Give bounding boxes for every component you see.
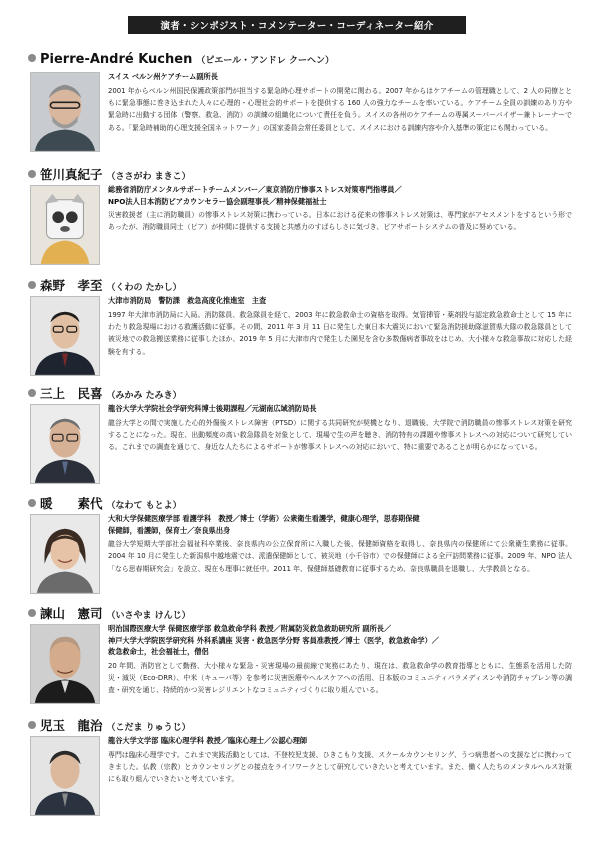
speaker-photo [30, 736, 100, 816]
speaker-affiliation: 龍谷大学大学院社会学研究科博士後期課程／元湖南広域消防局長 [108, 404, 317, 413]
speaker-bio: 2001 年からベルン州国民保護政策部門が担当する緊急時心理サポートの開発に関わる。2007 年からはケアチームの管理職として、2 人の同僚とともに緊急事態に巻き込まれた人々に心理的・心理社会的サポートを提供する 160 人の強力なチームを率いている。ケアチーム全員の訓練のあり方や緊急時に出動する団体（警察、救急、消防）の訓練の組織化について責任を負う。スイスの各州のケアチームの専属スーパーバイザー兼トレーナーである。「緊急時補助的心理支援全国ネットワーク」の国家委員会常任委員として、スイスにおける訓練内容や介入基準の策定にも関わっている。 [108, 86, 572, 132]
speaker-affiliation: 神戸大学大学院医学研究科 外科系講座 災害・救急医学分野 客員准教授／博士（医学，救急救命学）／ [108, 635, 439, 645]
speaker-name: 森野 孝至 [40, 278, 103, 293]
bullet-icon [28, 54, 36, 62]
speaker-affiliation: 総務省消防庁メンタルサポートチームメンバー／東京消防庁惨事ストレス対策専門指導員／ [108, 185, 402, 194]
bullet-icon [28, 609, 36, 617]
speaker-name-row [28, 276, 573, 292]
speaker-bio: 専門は臨床心理学です。これまで実践活動としては、不登校児支援、ひきこもり支援、スクールカウンセリング、うつ病患者への支援などに携わってきました。仏教（宗教）とカウンセリングとの接点をライフワークとして研究していきたいと考えています。また、働く人たちのメンタルヘルス対策にも取り組んでいきたいと考えています。 [108, 750, 572, 784]
bullet-icon [28, 170, 36, 178]
section-header-title: 演者・シンポジスト・コメンテーター・コーディネーター紹介 [160, 21, 434, 32]
speaker-name: 児玉 龍治 [40, 718, 103, 733]
speaker-name-reading: （なわて もとよ） [106, 501, 182, 511]
speaker-photo [30, 404, 100, 484]
speaker-name-row [28, 165, 573, 181]
speaker-affiliation: 大和大学保健医療学部 看護学科 教授／博士（学術）公衆衛生看護学，健康心理学，思春期保健 [108, 514, 420, 523]
speaker-affiliation: 大津市消防局 警防課 救急高度化推進室 主査 [108, 296, 267, 305]
speaker-bio: 1997 年大津市消防局に入局。消防隊員、救急隊員を経て、2003 年に救急救命士の資格を取得。気管挿管・薬剤投与認定救急救命士として 15 年にわたり救急現場における救護活動に従事。その間、2011 年 3 月 11 日に発生した東日本大震災において緊急消防援助隊滋賀県大隊の救急隊員として被災地での救急搬送業務に従事したほか、2019 年 5 月に大津市内で発生した園児を含む多数傷病者事故をはじめ、大小様々な救急事故に対応した経験を有する。 [108, 310, 572, 356]
speaker-affiliation: 明治国際医療大学 保健医療学部 救急救命学科 教授／附属防災救急救助研究所 副所長／ [108, 624, 392, 633]
speaker-name: 三上 民喜 [40, 386, 103, 401]
speaker-name-reading: （いさやま けんじ） [106, 611, 191, 621]
speaker-profile-nawate [28, 494, 573, 573]
speaker-details [108, 513, 572, 575]
speaker-details [108, 623, 572, 697]
speaker-name-reading: （ピエール・アンドレ クーヘン） [196, 56, 334, 66]
speaker-name-reading: （くわの たかし） [106, 283, 182, 293]
speaker-name-row [28, 716, 573, 732]
speaker-profile-sasagawa [28, 165, 573, 232]
speaker-profile-mikami [28, 384, 573, 452]
speaker-bio: 龍谷大学短期大学部社会福祉科卒業後、奈良県内の公立保育所に入職した後、保健師資格を取得し、奈良県内の保健所にて公衆衛生業務に従事。2004 年 10 月に発生した新潟県中越地震では、派遣保健師として、被災地（小千谷市）での保健師による全戸訪問業務に従事。2009 年、NPO 法人「なら思春期研究会」を設立、現在も理事に就任中。2011 年、保健師基礎教育に従事するため、奈良県職員を退職し、大学教員となる。 [108, 540, 572, 573]
speaker-photo [30, 72, 100, 152]
speaker-name-row [28, 52, 573, 68]
speaker-profile-kodama [28, 716, 573, 784]
speaker-profile-kuwano [28, 276, 573, 356]
speaker-affiliation: NPO法人日本消防ピアカウンセラー協会副理事長／精神保健福祉士 [108, 196, 327, 206]
bullet-icon [28, 499, 36, 507]
bullet-icon [28, 721, 36, 729]
bullet-icon [28, 281, 36, 289]
speaker-details [108, 403, 572, 454]
speaker-affiliation: 救急救命士，社会福祉士，僧侶 [108, 647, 209, 656]
speaker-affiliation: 龍谷大学文学部 臨床心理学科 教授／臨床心理士／公認心理師 [108, 736, 308, 745]
speaker-bio: 災害救援者（主に消防職員）の惨事ストレス対策に携わっている。日本における従来の惨事ストレス対策は、専門家がアセスメントをするという形であったが、消防職員同士（ピア）が仲間に提供する支援と共感力のすばらしさに気づき、ピアサポートシステムの普及に努めている。 [108, 211, 572, 232]
speaker-name-reading: （みかみ たみき） [106, 391, 182, 401]
speaker-name-row [28, 384, 573, 400]
speaker-name: 諫山 憲司 [40, 606, 103, 621]
speaker-photo [30, 296, 100, 376]
speaker-details [108, 735, 572, 786]
speaker-photo [30, 624, 100, 704]
speaker-name-row [28, 494, 573, 510]
speaker-profile-isayama [28, 604, 573, 695]
speaker-photo [30, 514, 100, 594]
speaker-details [108, 184, 572, 234]
speaker-affiliation: 保健師，看護師，保育士／奈良県出身 [108, 525, 231, 535]
speaker-bio: 20 年間、消防官として勤務、大小様々な緊急・災害現場の最前線で実務にあたり、現在は、救急救命学の教育指導とともに、生態系を活用した防災・減災（Eco-DRR）、中米（キューバ等）を参考に災害医療やヘルスケアへの活用、日本版のコミュニティパラメディスンや消防チャプレン等の調査・研究を通じ、持続的かつ災害レジリエントなコミュニティづくりに取り組んでいる。 [108, 661, 572, 695]
bullet-icon [28, 389, 36, 397]
speaker-profile-kuchen [28, 52, 573, 132]
speaker-details [108, 71, 572, 134]
speaker-affiliation: スイス ベルン州ケアチーム副所長 [108, 72, 218, 81]
speaker-name-reading: （こだま りゅうじ） [106, 723, 191, 733]
speaker-bio: 龍谷大学との間で実施した心的外傷後ストレス障害（PTSD）に関する共同研究が契機となり、退職後、大学院で消防職員の惨事ストレス対策を研究することになった。現在、出動頻度の高い救急隊員を対象として、現場で生の声を聴き、消防特有の課題や惨事ストレスへの対応について研究している。これまでの調査を通じて、身近な人たちによるサポートが惨事ストレスへの対応において、特に重要であることが明らかになっている。 [108, 418, 572, 452]
speaker-photo [30, 185, 100, 265]
speaker-name: 笹川真紀子 [40, 167, 103, 182]
speaker-name: 暖 素代 [40, 496, 103, 511]
speaker-name-reading: （ささがわ まきこ） [106, 172, 191, 182]
speaker-name: Pierre-André Kuchen [40, 52, 193, 67]
speaker-details [108, 295, 572, 358]
section-header [128, 16, 466, 34]
speaker-name-row [28, 604, 573, 620]
